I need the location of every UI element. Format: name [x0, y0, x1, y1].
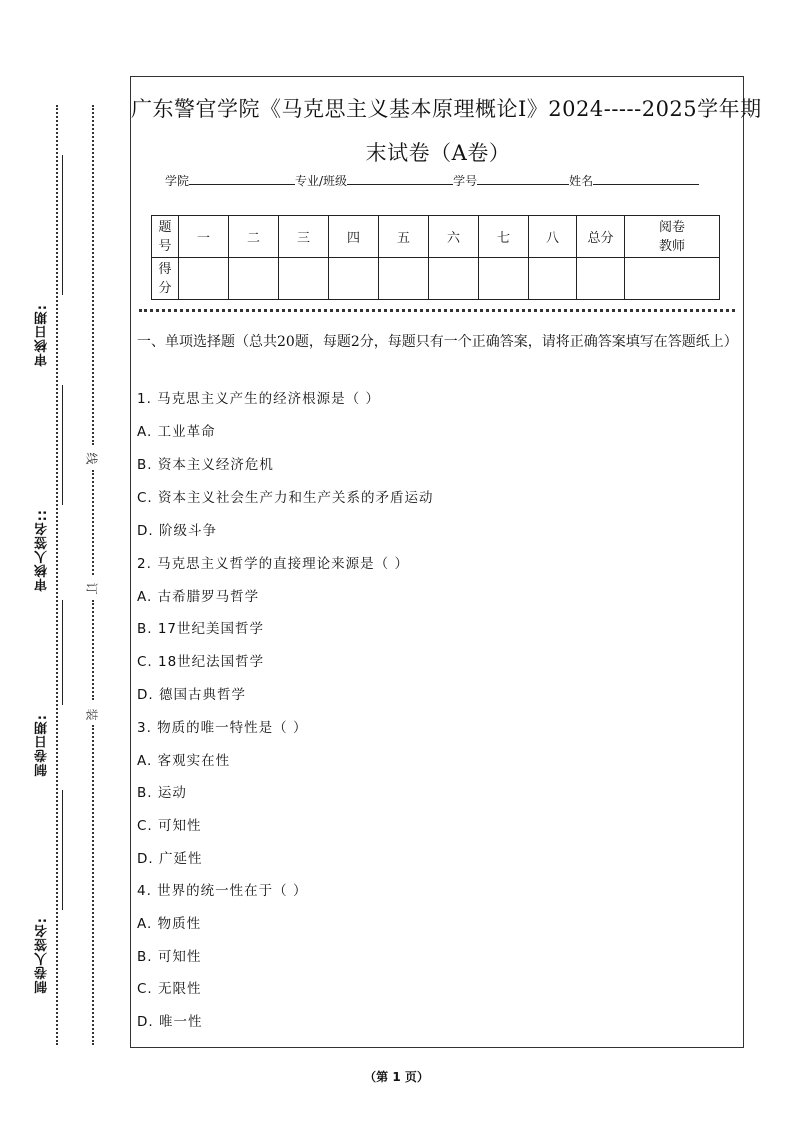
student-info-line — [165, 172, 699, 189]
score-cell-3[interactable] — [279, 258, 329, 300]
score-cell-5[interactable] — [379, 258, 429, 300]
score-cell-7[interactable] — [479, 258, 529, 300]
section-1-heading: 一、单项选择题（总共20题，每题2分，每题只有一个正确答案，请将正确答案填写在答题纸上） — [137, 334, 738, 350]
score-cell-2[interactable] — [229, 258, 279, 300]
question-4-option-a: A. 物质性 — [137, 916, 202, 932]
score-cell-8[interactable] — [529, 258, 577, 300]
exam-title — [131, 87, 762, 175]
id-label: 学号 — [453, 174, 478, 188]
question-2-option-b: B. 17世纪美国哲学 — [137, 621, 265, 637]
binding-dotted-line-right-mid — [92, 470, 94, 575]
title-line-1: 广东警官学院《马克思主义基本原理概论Ⅰ》2024-----2025学年期 — [131, 97, 762, 121]
maker-sign-line — [62, 790, 63, 910]
student-id-blank[interactable] — [477, 172, 569, 185]
col-header-7: 七 — [479, 216, 529, 258]
maker-sign-field[interactable] — [20, 910, 65, 1000]
col-header-1: 一 — [179, 216, 229, 258]
question-2-option-c: C. 18世纪法国哲学 — [137, 654, 265, 670]
score-cell-4[interactable] — [329, 258, 379, 300]
name-label: 姓名 — [569, 174, 594, 188]
score-cell-1[interactable] — [179, 258, 229, 300]
signature-strip — [20, 95, 65, 1055]
maker-sign-label: 制卷人签名: — [35, 916, 50, 994]
dotted-separator — [139, 309, 735, 312]
score-cell-reviewer[interactable] — [625, 258, 720, 300]
question-3-option-c: C. 可知性 — [137, 818, 202, 834]
name-blank[interactable] — [593, 172, 699, 185]
question-1-stem: 1. 马克思主义产生的经济根源是（ ） — [137, 391, 380, 407]
question-number-header: 题 号 — [152, 216, 179, 258]
reviewer-date-label: 审核日期: — [35, 303, 50, 367]
question-4-option-b: B. 可知性 — [137, 949, 202, 965]
reviewer-sign-label: 审核人签名:: — [35, 508, 50, 592]
question-1-option-d: D. 阶级斗争 — [137, 523, 217, 539]
major-label: 专业/班级 — [295, 174, 348, 188]
score-cell-total[interactable] — [577, 258, 625, 300]
maker-date-line — [62, 600, 63, 705]
maker-date-field[interactable] — [20, 705, 65, 785]
score-cell-6[interactable] — [429, 258, 479, 300]
col-header-total: 总分 — [577, 216, 625, 258]
question-2-option-d: D. 德国古典哲学 — [137, 687, 246, 703]
question-3-stem: 3. 物质的唯一特性是（ ） — [137, 720, 308, 736]
score-table — [151, 215, 720, 300]
col-header-4: 四 — [329, 216, 379, 258]
question-3-option-a: A. 客观实在性 — [137, 753, 231, 769]
binding-dotted-line-right-low — [92, 600, 94, 700]
col-header-2: 二 — [229, 216, 279, 258]
question-4-option-d: D. 唯一性 — [137, 1014, 203, 1030]
col-header-reviewer: 阅卷 教师 — [625, 216, 720, 258]
col-header-6: 六 — [429, 216, 479, 258]
page-number: （第 1 页） — [364, 1070, 429, 1084]
college-label: 学院 — [165, 174, 190, 188]
bind-line-char: 线 — [84, 452, 99, 465]
bind-fold-char: 装 — [84, 708, 99, 721]
question-3-option-b: B. 运动 — [137, 785, 187, 801]
binding-dotted-line-left — [56, 105, 58, 1045]
reviewer-date-line — [62, 155, 63, 295]
question-2-option-a: A. 古希腊罗马哲学 — [137, 589, 260, 605]
exam-frame — [130, 76, 762, 1048]
reviewer-sign-field[interactable] — [20, 505, 65, 595]
col-header-3: 三 — [279, 216, 329, 258]
question-4-option-c: C. 无限性 — [137, 981, 202, 997]
bind-staple-char: 订 — [84, 582, 99, 595]
college-blank[interactable] — [189, 172, 295, 185]
binding-dotted-line-right-bottom — [92, 725, 94, 1045]
question-3-option-d: D. 广延性 — [137, 851, 203, 867]
binding-dotted-line-right-top — [92, 105, 94, 445]
question-4-stem: 4. 世界的统一性在于（ ） — [137, 883, 308, 899]
question-2-stem: 2. 马克思主义哲学的直接理论来源是（ ） — [137, 556, 409, 572]
col-header-5: 五 — [379, 216, 429, 258]
maker-date-label: 制卷日期: — [35, 713, 50, 777]
reviewer-date-field[interactable] — [20, 295, 65, 375]
question-1-option-c: C. 资本主义社会生产力和生产关系的矛盾运动 — [137, 490, 434, 506]
major-blank[interactable] — [347, 172, 453, 185]
question-1-option-a: A. 工业革命 — [137, 424, 216, 440]
score-row-header: 得 分 — [152, 258, 179, 300]
title-line-2: 末试卷（A卷） — [365, 141, 511, 165]
question-1-option-b: B. 资本主义经济危机 — [137, 457, 274, 473]
col-header-8: 八 — [529, 216, 577, 258]
reviewer-sign-line — [62, 385, 63, 505]
